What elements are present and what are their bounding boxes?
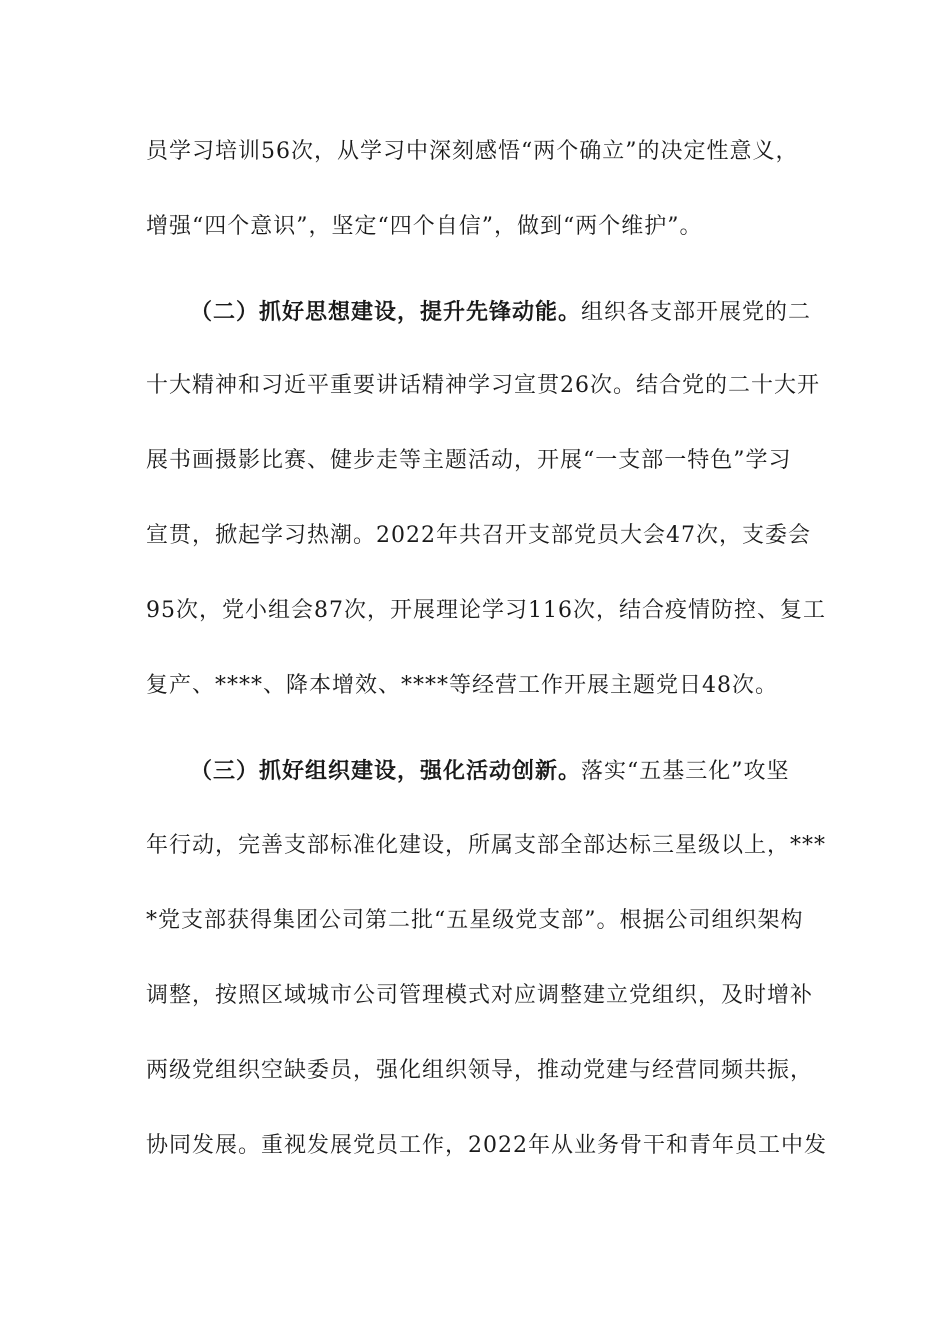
body-text-line: 复产、****、降本增效、****等经营工作开展主题党日48次。	[146, 673, 778, 698]
section-two-first-line	[190, 297, 811, 328]
section-three-first-line	[190, 756, 790, 787]
body-text-line: 展书画摄影比赛、健步走等主题活动，开展“一支部一特色”学习	[146, 448, 792, 473]
body-text-line: 协同发展。重视发展党员工作，2022年从业务骨干和青年员工中发	[146, 1133, 827, 1158]
body-text-line: 员学习培训56次，从学习中深刻感悟“两个确立”的决定性意义，	[146, 139, 799, 164]
body-text-line: 十大精神和习近平重要讲话精神学习宣贯26次。结合党的二十大开	[146, 373, 820, 398]
body-text-line: 调整，按照区域城市公司管理模式对应调整建立党组织，及时增补	[146, 983, 814, 1008]
body-text: 组织各支部开展党的二	[581, 300, 812, 325]
body-text: 落实“五基三化”攻坚	[581, 759, 790, 784]
section-heading: （二）抓好思想建设，提升先锋动能。	[190, 299, 582, 325]
section-heading: （三）抓好组织建设，强化活动创新。	[190, 758, 582, 784]
body-text-line: 95次，党小组会87次，开展理论学习116次，结合疫情防控、复工	[146, 598, 826, 623]
body-text-line: 两级党组织空缺委员，强化组织领导，推动党建与经营同频共振，	[146, 1058, 814, 1083]
body-text-line: 增强“四个意识”，坚定“四个自信”，做到“两个维护”。	[146, 214, 703, 239]
body-text-line: *党支部获得集团公司第二批“五星级党支部”。根据公司组织架构	[146, 908, 804, 933]
body-text-line: 宣贯，掀起学习热潮。2022年共召开支部党员大会47次，支委会	[146, 523, 811, 548]
body-text-line: 年行动，完善支部标准化建设，所属支部全部达标三星级以上，***	[146, 833, 827, 858]
